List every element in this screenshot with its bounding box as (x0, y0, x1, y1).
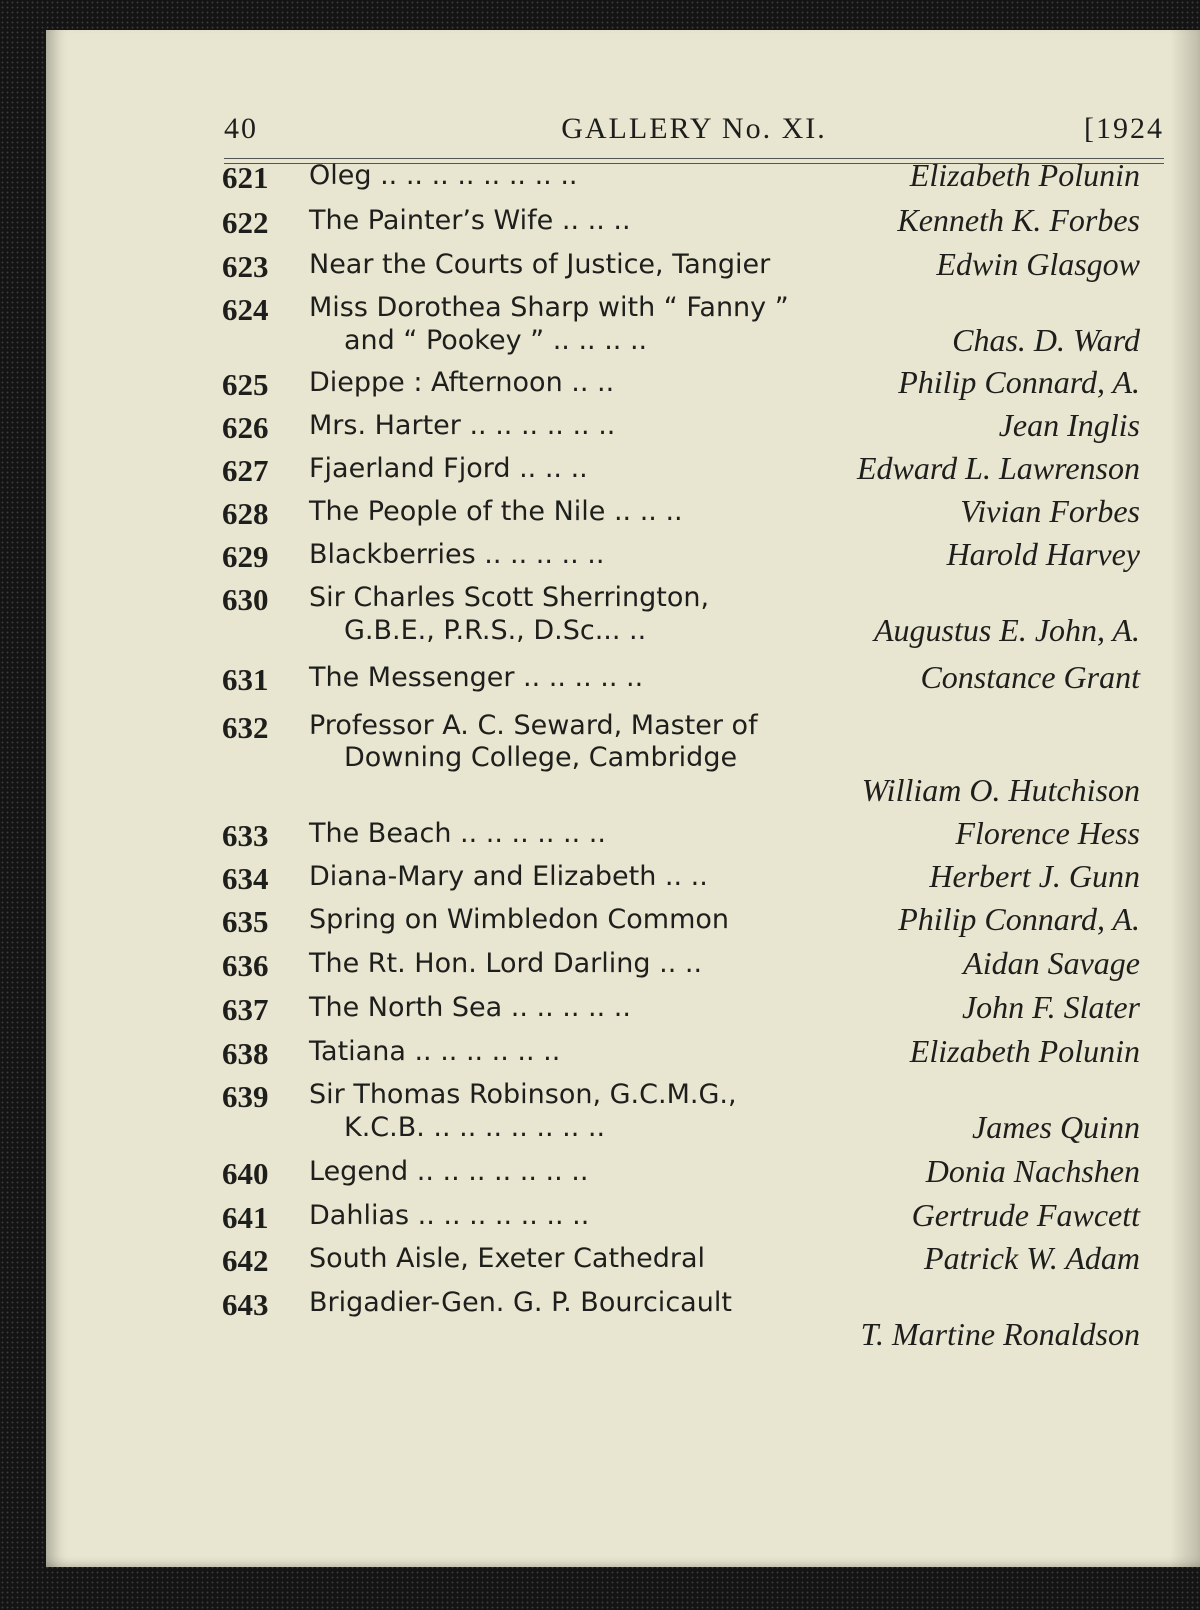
entry-artist: James Quinn (972, 1109, 1140, 1145)
entry-number: 625 (222, 367, 269, 402)
entry-title: Near the Courts of Justice, Tangier (309, 249, 771, 280)
entry-title: The Rt. Hon. Lord Darling .. .. (309, 948, 703, 979)
entry-title: Sir Charles Scott Sherrington, (309, 582, 710, 613)
entry-artist: John F. Slater (961, 989, 1140, 1025)
entry-title: Fjaerland Fjord .. .. .. (309, 453, 588, 484)
entry-artist: T. Martine Ronaldson (860, 1316, 1140, 1352)
entry-artist: Aidan Savage (963, 945, 1140, 981)
entry-artist: Herbert J. Gunn (929, 858, 1140, 894)
entry-number: 639 (222, 1079, 269, 1114)
entry-title: Brigadier-Gen. G. P. Bourcicault (309, 1287, 732, 1318)
entry-title: The Painter’s Wife .. .. .. (309, 205, 631, 236)
entry-artist: Philip Connard, A. (898, 901, 1140, 937)
entry-number: 623 (222, 249, 269, 284)
entry-title-continued: G.B.E., P.R.S., D.Sc... .. (344, 615, 647, 646)
entry-artist: Elizabeth Polunin (909, 157, 1140, 193)
entry-artist: Vivian Forbes (960, 493, 1140, 529)
entry-number: 629 (222, 539, 269, 574)
entry-title: The Beach .. .. .. .. .. .. (309, 818, 606, 849)
page-number: 40 (224, 112, 258, 145)
entry-number: 631 (222, 662, 269, 697)
entry-artist: Gertrude Fawcett (911, 1197, 1140, 1233)
entry-artist: Kenneth K. Forbes (897, 202, 1140, 238)
entry-number: 641 (222, 1200, 269, 1235)
entry-artist: Constance Grant (920, 659, 1140, 695)
entry-title-continued: and “ Pookey ” .. .. .. .. (344, 325, 648, 356)
entry-artist: Donia Nachshen (925, 1153, 1140, 1189)
entry-title: Diana-Mary and Elizabeth .. .. (309, 861, 708, 892)
entry-artist: Chas. D. Ward (952, 322, 1140, 358)
gallery-title: GALLERY No. XI. (561, 112, 827, 145)
entry-title: Professor A. C. Seward, Master of (309, 710, 758, 741)
entry-number: 635 (222, 904, 269, 939)
entry-number: 636 (222, 948, 269, 983)
entry-number: 624 (222, 292, 269, 327)
entry-number: 630 (222, 582, 269, 617)
entry-number: 638 (222, 1036, 269, 1071)
entry-number: 628 (222, 496, 269, 531)
entry-title: Blackberries .. .. .. .. .. (309, 539, 605, 570)
entry-artist: Edwin Glasgow (936, 246, 1140, 282)
catalogue-year: [1924 (1084, 112, 1164, 145)
entry-title-continued: K.C.B. .. .. .. .. .. .. .. (344, 1112, 606, 1143)
entry-artist: Florence Hess (955, 815, 1140, 851)
entry-artist: Patrick W. Adam (924, 1240, 1140, 1276)
entry-number: 626 (222, 410, 269, 445)
page-fold-shadow (1170, 30, 1200, 1567)
entry-artist: Elizabeth Polunin (909, 1033, 1140, 1069)
entry-number: 627 (222, 453, 269, 488)
entry-number: 621 (222, 160, 269, 195)
entry-title: Sir Thomas Robinson, G.C.M.G., (309, 1079, 737, 1110)
entry-number: 642 (222, 1243, 269, 1278)
entry-number: 634 (222, 861, 269, 896)
entry-title: Mrs. Harter .. .. .. .. .. .. (309, 410, 616, 441)
entry-artist: Harold Harvey (946, 536, 1140, 572)
entry-number: 633 (222, 818, 269, 853)
entry-title: Spring on Wimbledon Common (309, 904, 730, 935)
entry-title: The Messenger .. .. .. .. .. (309, 662, 644, 693)
entry-number: 632 (222, 710, 269, 745)
entry-artist: Philip Connard, A. (898, 364, 1140, 400)
entry-title: South Aisle, Exeter Cathedral (309, 1243, 706, 1274)
entry-artist: William O. Hutchison (861, 772, 1140, 808)
entry-number: 622 (222, 205, 269, 240)
entry-artist: Edward L. Lawrenson (856, 450, 1140, 486)
entry-title: Oleg .. .. .. .. .. .. .. .. (309, 160, 578, 191)
entry-artist: Jean Inglis (998, 407, 1140, 443)
entry-title: Miss Dorothea Sharp with “ Fanny ” (309, 292, 789, 323)
entry-number: 637 (222, 992, 269, 1027)
entry-title: The People of the Nile .. .. .. (309, 496, 683, 527)
entry-number: 643 (222, 1287, 269, 1322)
entry-title-continued: Downing College, Cambridge (344, 742, 738, 773)
entry-title: Dahlias .. .. .. .. .. .. .. (309, 1200, 590, 1231)
running-header (224, 112, 1164, 162)
entry-title: Tatiana .. .. .. .. .. .. (309, 1036, 561, 1067)
entry-title: Legend .. .. .. .. .. .. .. (309, 1156, 589, 1187)
entry-artist: Augustus E. John, A. (873, 612, 1140, 648)
entry-title: Dieppe : Afternoon .. .. (309, 367, 615, 398)
catalogue-page (46, 30, 1200, 1567)
entry-number: 640 (222, 1156, 269, 1191)
entry-title: The North Sea .. .. .. .. .. (309, 992, 631, 1023)
